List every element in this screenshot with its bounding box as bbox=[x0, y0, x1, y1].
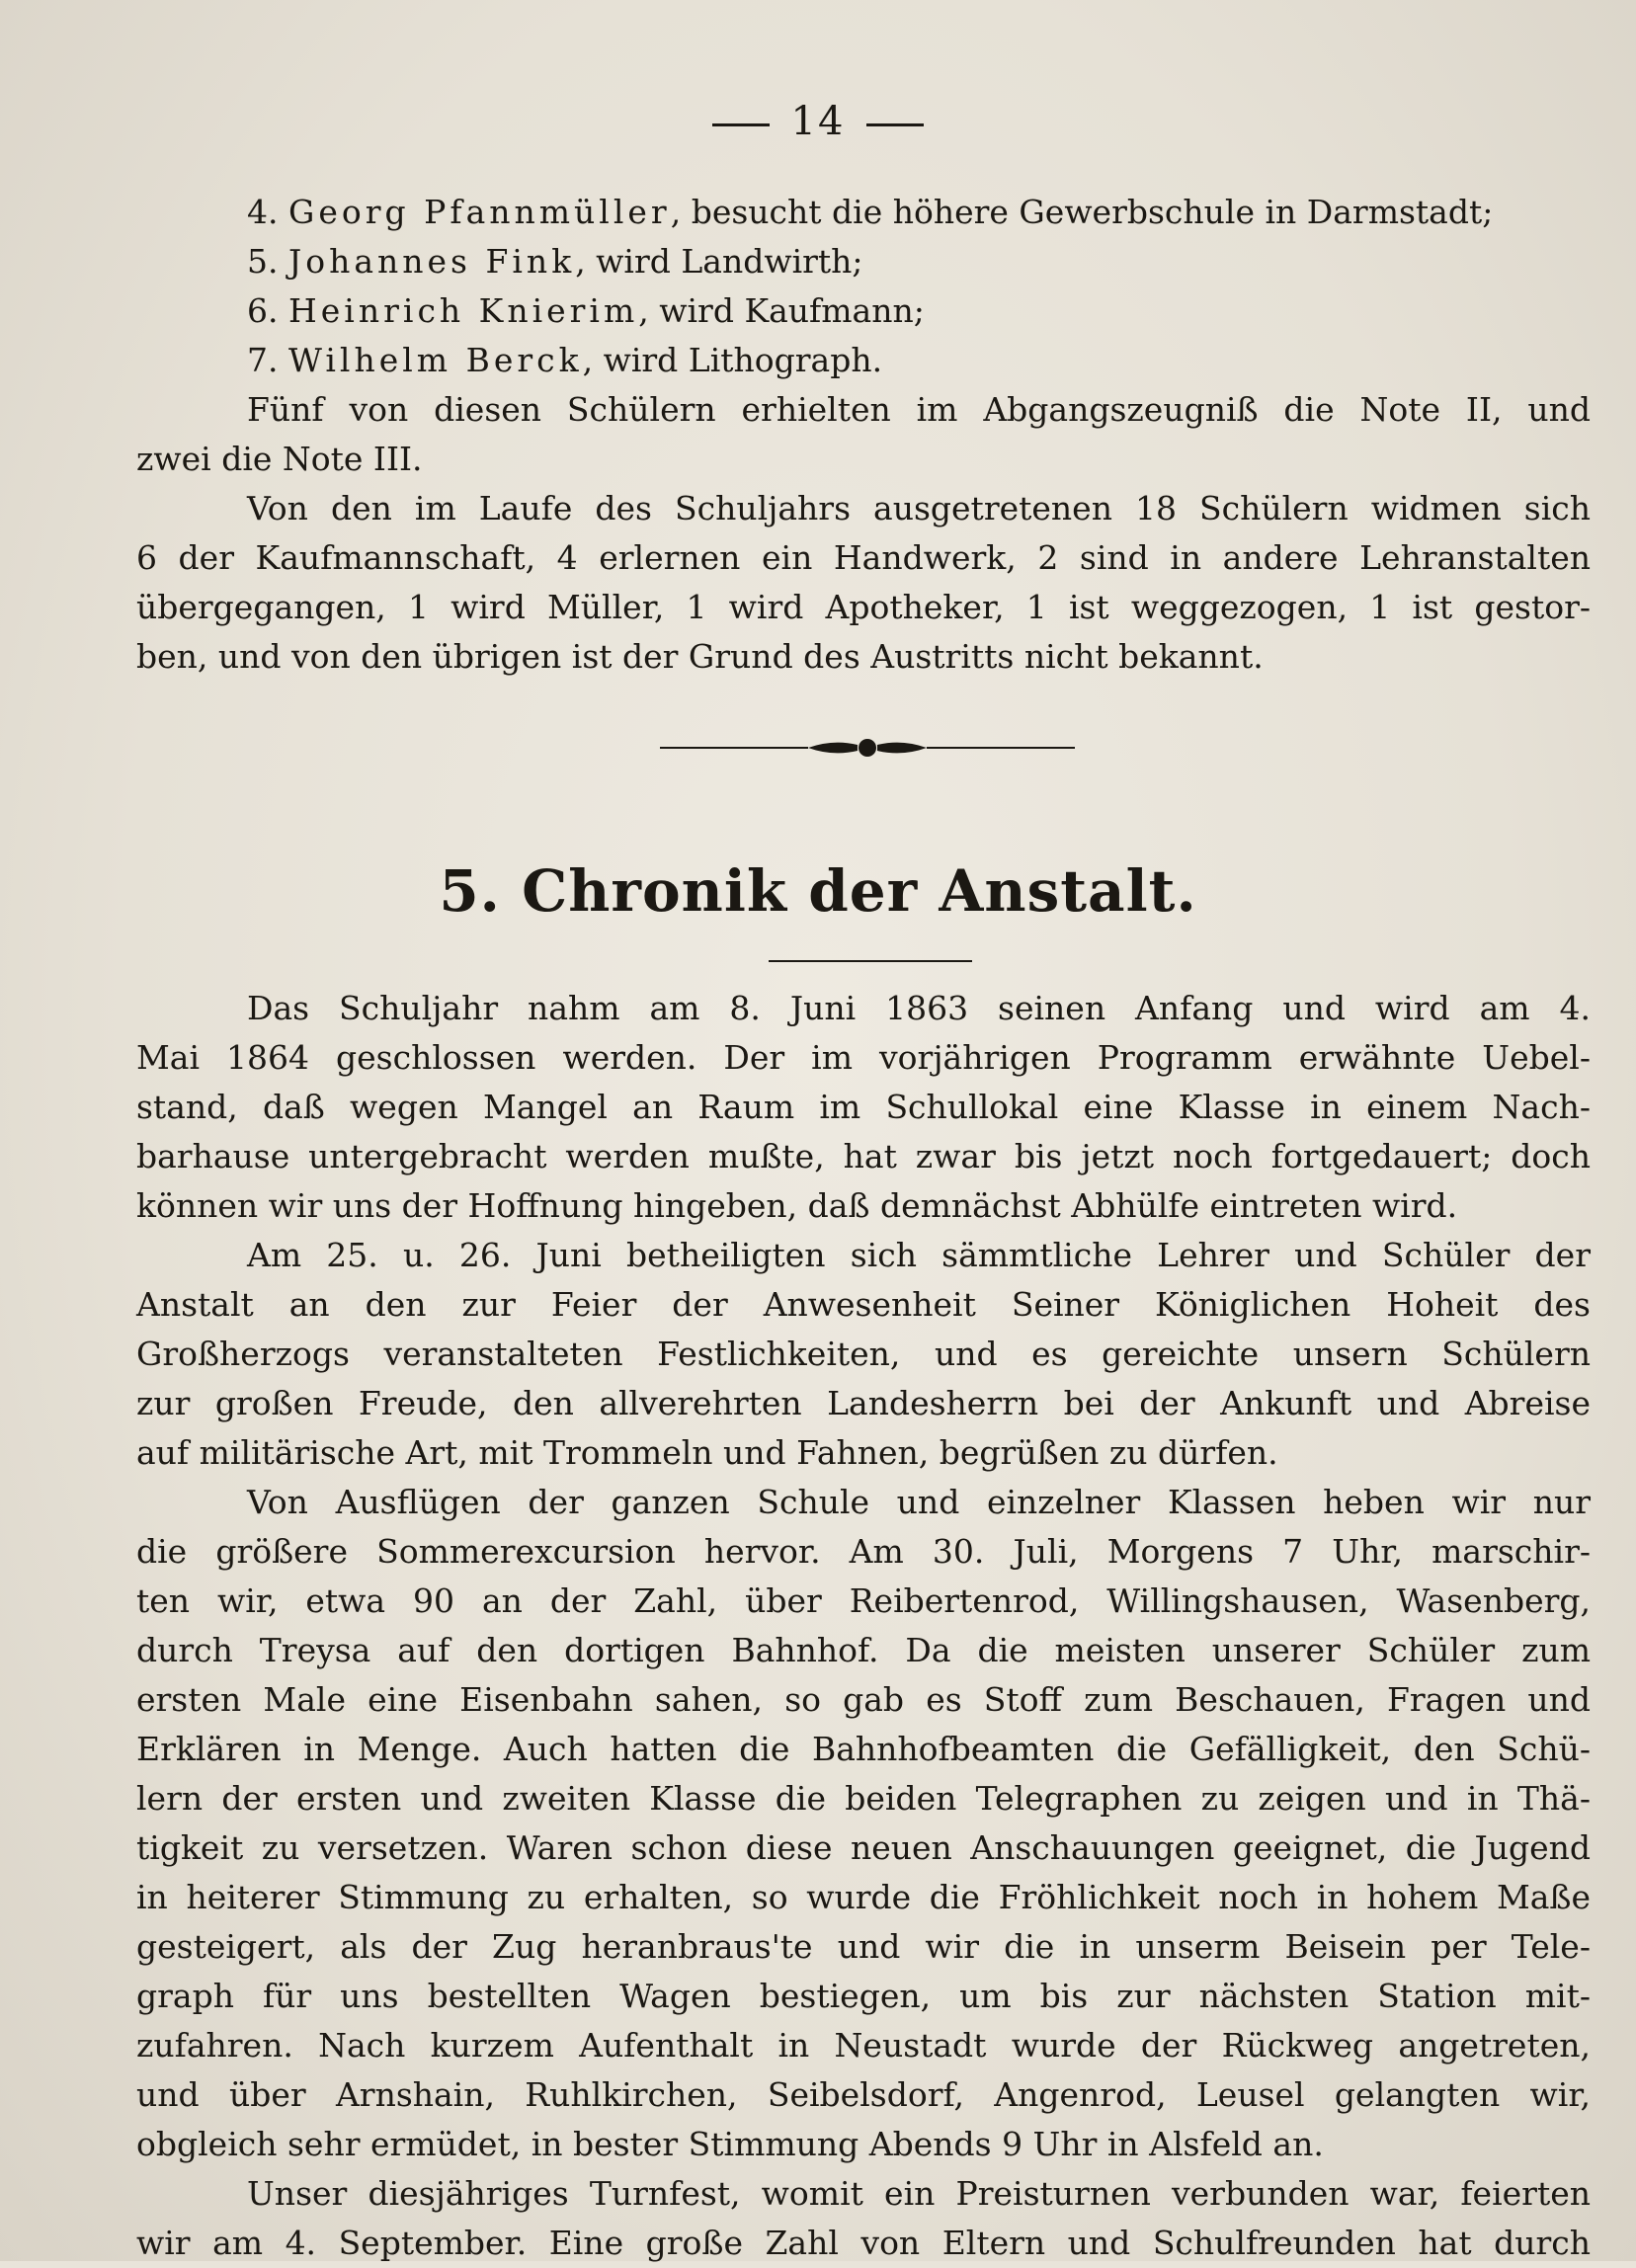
text-line: tigkeit zu versetzen. Waren schon diese neuen Anschauungen geeignet, die Jugend bbox=[136, 1828, 1591, 1867]
text-line: und über Arnshain, Ruhlkirchen, Seibelsdorf, Angenrod, Leusel gelangten wir, bbox=[136, 2075, 1591, 2114]
header-dash-left bbox=[712, 123, 770, 126]
text-line: graph für uns bestellten Wagen bestiegen, um bis zur nächsten Station mit- bbox=[136, 1977, 1591, 2015]
text-line: Von den im Laufe des Schuljahrs ausgetretenen 18 Schülern widmen sich bbox=[247, 489, 1591, 527]
list-item-text: , wird Lithograph. bbox=[582, 341, 883, 379]
text-line: Unser diesjähriges Turnfest, womit ein Preisturnen verbunden war, feierten bbox=[247, 2174, 1591, 2213]
text-line: lern der ersten und zweiten Klasse die beiden Telegraphen zu zeigen und in Thä- bbox=[136, 1779, 1591, 1818]
text-line: ersten Male eine Eisenbahn sahen, so gab es Stoff zum Beschauen, Fragen und bbox=[136, 1680, 1591, 1719]
text-line: durch Treysa auf den dortigen Bahnhof. Da die meisten unserer Schüler zum bbox=[136, 1631, 1591, 1669]
text-line: Mai 1864 geschlossen werden. Der im vorjährigen Programm erwähnte Uebel- bbox=[136, 1038, 1591, 1077]
list-item-number: 6. bbox=[247, 291, 279, 330]
list-item-text: , wird Kaufmann; bbox=[638, 291, 925, 330]
list-item-name: Georg Pfannmüller bbox=[288, 193, 671, 231]
chronicle-text bbox=[136, 984, 1591, 2268]
text-line: zufahren. Nach kurzem Aufenthalt in Neustadt wurde der Rückweg angetreten, bbox=[136, 2026, 1591, 2065]
text-line: obgleich sehr ermüdet, in bester Stimmung Abends 9 Uhr in Alsfeld an. bbox=[136, 2125, 1324, 2163]
text-line: zwei die Note III. bbox=[136, 440, 423, 478]
summary-paragraphs bbox=[136, 385, 1591, 682]
title-underline bbox=[769, 960, 972, 962]
text-line: Von Ausflügen der ganzen Schule und einzelner Klassen heben wir nur bbox=[247, 1483, 1591, 1521]
text-line: Anstalt an den zur Feier der Anwesenheit Seiner Königlichen Hoheit des bbox=[136, 1285, 1591, 1324]
text-line: Erklären in Menge. Auch hatten die Bahnhofbeamten die Gefälligkeit, den Schü- bbox=[136, 1730, 1591, 1768]
text-line: zur großen Freude, den allverehrten Landesherrn bei der Ankunft und Abreise bbox=[136, 1384, 1591, 1422]
list-item-text: , wird Landwirth; bbox=[575, 242, 863, 281]
list-item bbox=[136, 237, 1591, 286]
header-dash-right bbox=[866, 123, 924, 126]
text-line: Am 25. u. 26. Juni betheiligten sich sämmtliche Lehrer und Schüler der bbox=[247, 1236, 1591, 1274]
text-line: 6 der Kaufmannschaft, 4 erlernen ein Handwerk, 2 sind in andere Lehranstalten bbox=[136, 538, 1591, 577]
ornament-divider bbox=[660, 733, 1075, 763]
text-line: Großherzogs veranstalteten Festlichkeiten, und es gereichte unsern Schülern bbox=[136, 1335, 1591, 1373]
text-line: barhause untergebracht werden mußte, hat zwar bis jetzt noch fortgedauert; doch bbox=[136, 1137, 1591, 1175]
page-header bbox=[0, 99, 1636, 144]
text-line: können wir uns der Hoffnung hingeben, daß demnächst Abhülfe eintreten wird. bbox=[136, 1186, 1458, 1225]
page-number: 14 bbox=[790, 99, 846, 144]
text-line: stand, daß wegen Mangel an Raum im Schullokal eine Klasse in einem Nach- bbox=[136, 1088, 1591, 1126]
text-line: die größere Sommerexcursion hervor. Am 30. Juli, Morgens 7 Uhr, marschir- bbox=[136, 1532, 1591, 1571]
text-line: in heiterer Stimmung zu erhalten, so wurde die Fröhlichkeit noch in hohem Maße bbox=[136, 1878, 1591, 1916]
text-line: auf militärische Art, mit Trommeln und Fahnen, begrüßen zu dürfen. bbox=[136, 1433, 1278, 1472]
text-line: wir am 4. September. Eine große Zahl von Eltern und Schulfreunden hat durch bbox=[136, 2224, 1591, 2262]
list-item bbox=[136, 188, 1591, 237]
text-line: ben, und von den übrigen ist der Grund des Austritts nicht bekannt. bbox=[136, 637, 1264, 676]
list-item bbox=[136, 336, 1591, 385]
list-item-name: Heinrich Knierim bbox=[288, 291, 639, 330]
list-item-name: Wilhelm Berck bbox=[288, 341, 583, 379]
list-item-name: Johannes Fink bbox=[288, 242, 576, 281]
list-item-number: 7. bbox=[247, 341, 279, 379]
pupil-list bbox=[136, 188, 1591, 385]
list-item-text: , besucht die höhere Gewerbschule in Darmstadt; bbox=[670, 193, 1494, 231]
list-item-number: 4. bbox=[247, 193, 279, 231]
section-title: 5. Chronik der Anstalt. bbox=[439, 857, 1197, 925]
text-line: übergegangen, 1 wird Müller, 1 wird Apotheker, 1 ist weggezogen, 1 ist gestor- bbox=[136, 588, 1591, 626]
text-line: ten wir, etwa 90 an der Zahl, über Reibertenrod, Willingshausen, Wasenberg, bbox=[136, 1581, 1591, 1620]
text-line: Fünf von diesen Schülern erhielten im Abgangszeugniß die Note II, und bbox=[247, 390, 1591, 429]
list-item-number: 5. bbox=[247, 242, 279, 281]
list-item bbox=[136, 286, 1591, 336]
text-line: Das Schuljahr nahm am 8. Juni 1863 seinen Anfang und wird am 4. bbox=[247, 989, 1591, 1027]
text-line: gesteigert, als der Zug heranbraus'te und wir die in unserm Beisein per Tele- bbox=[136, 1927, 1591, 1966]
